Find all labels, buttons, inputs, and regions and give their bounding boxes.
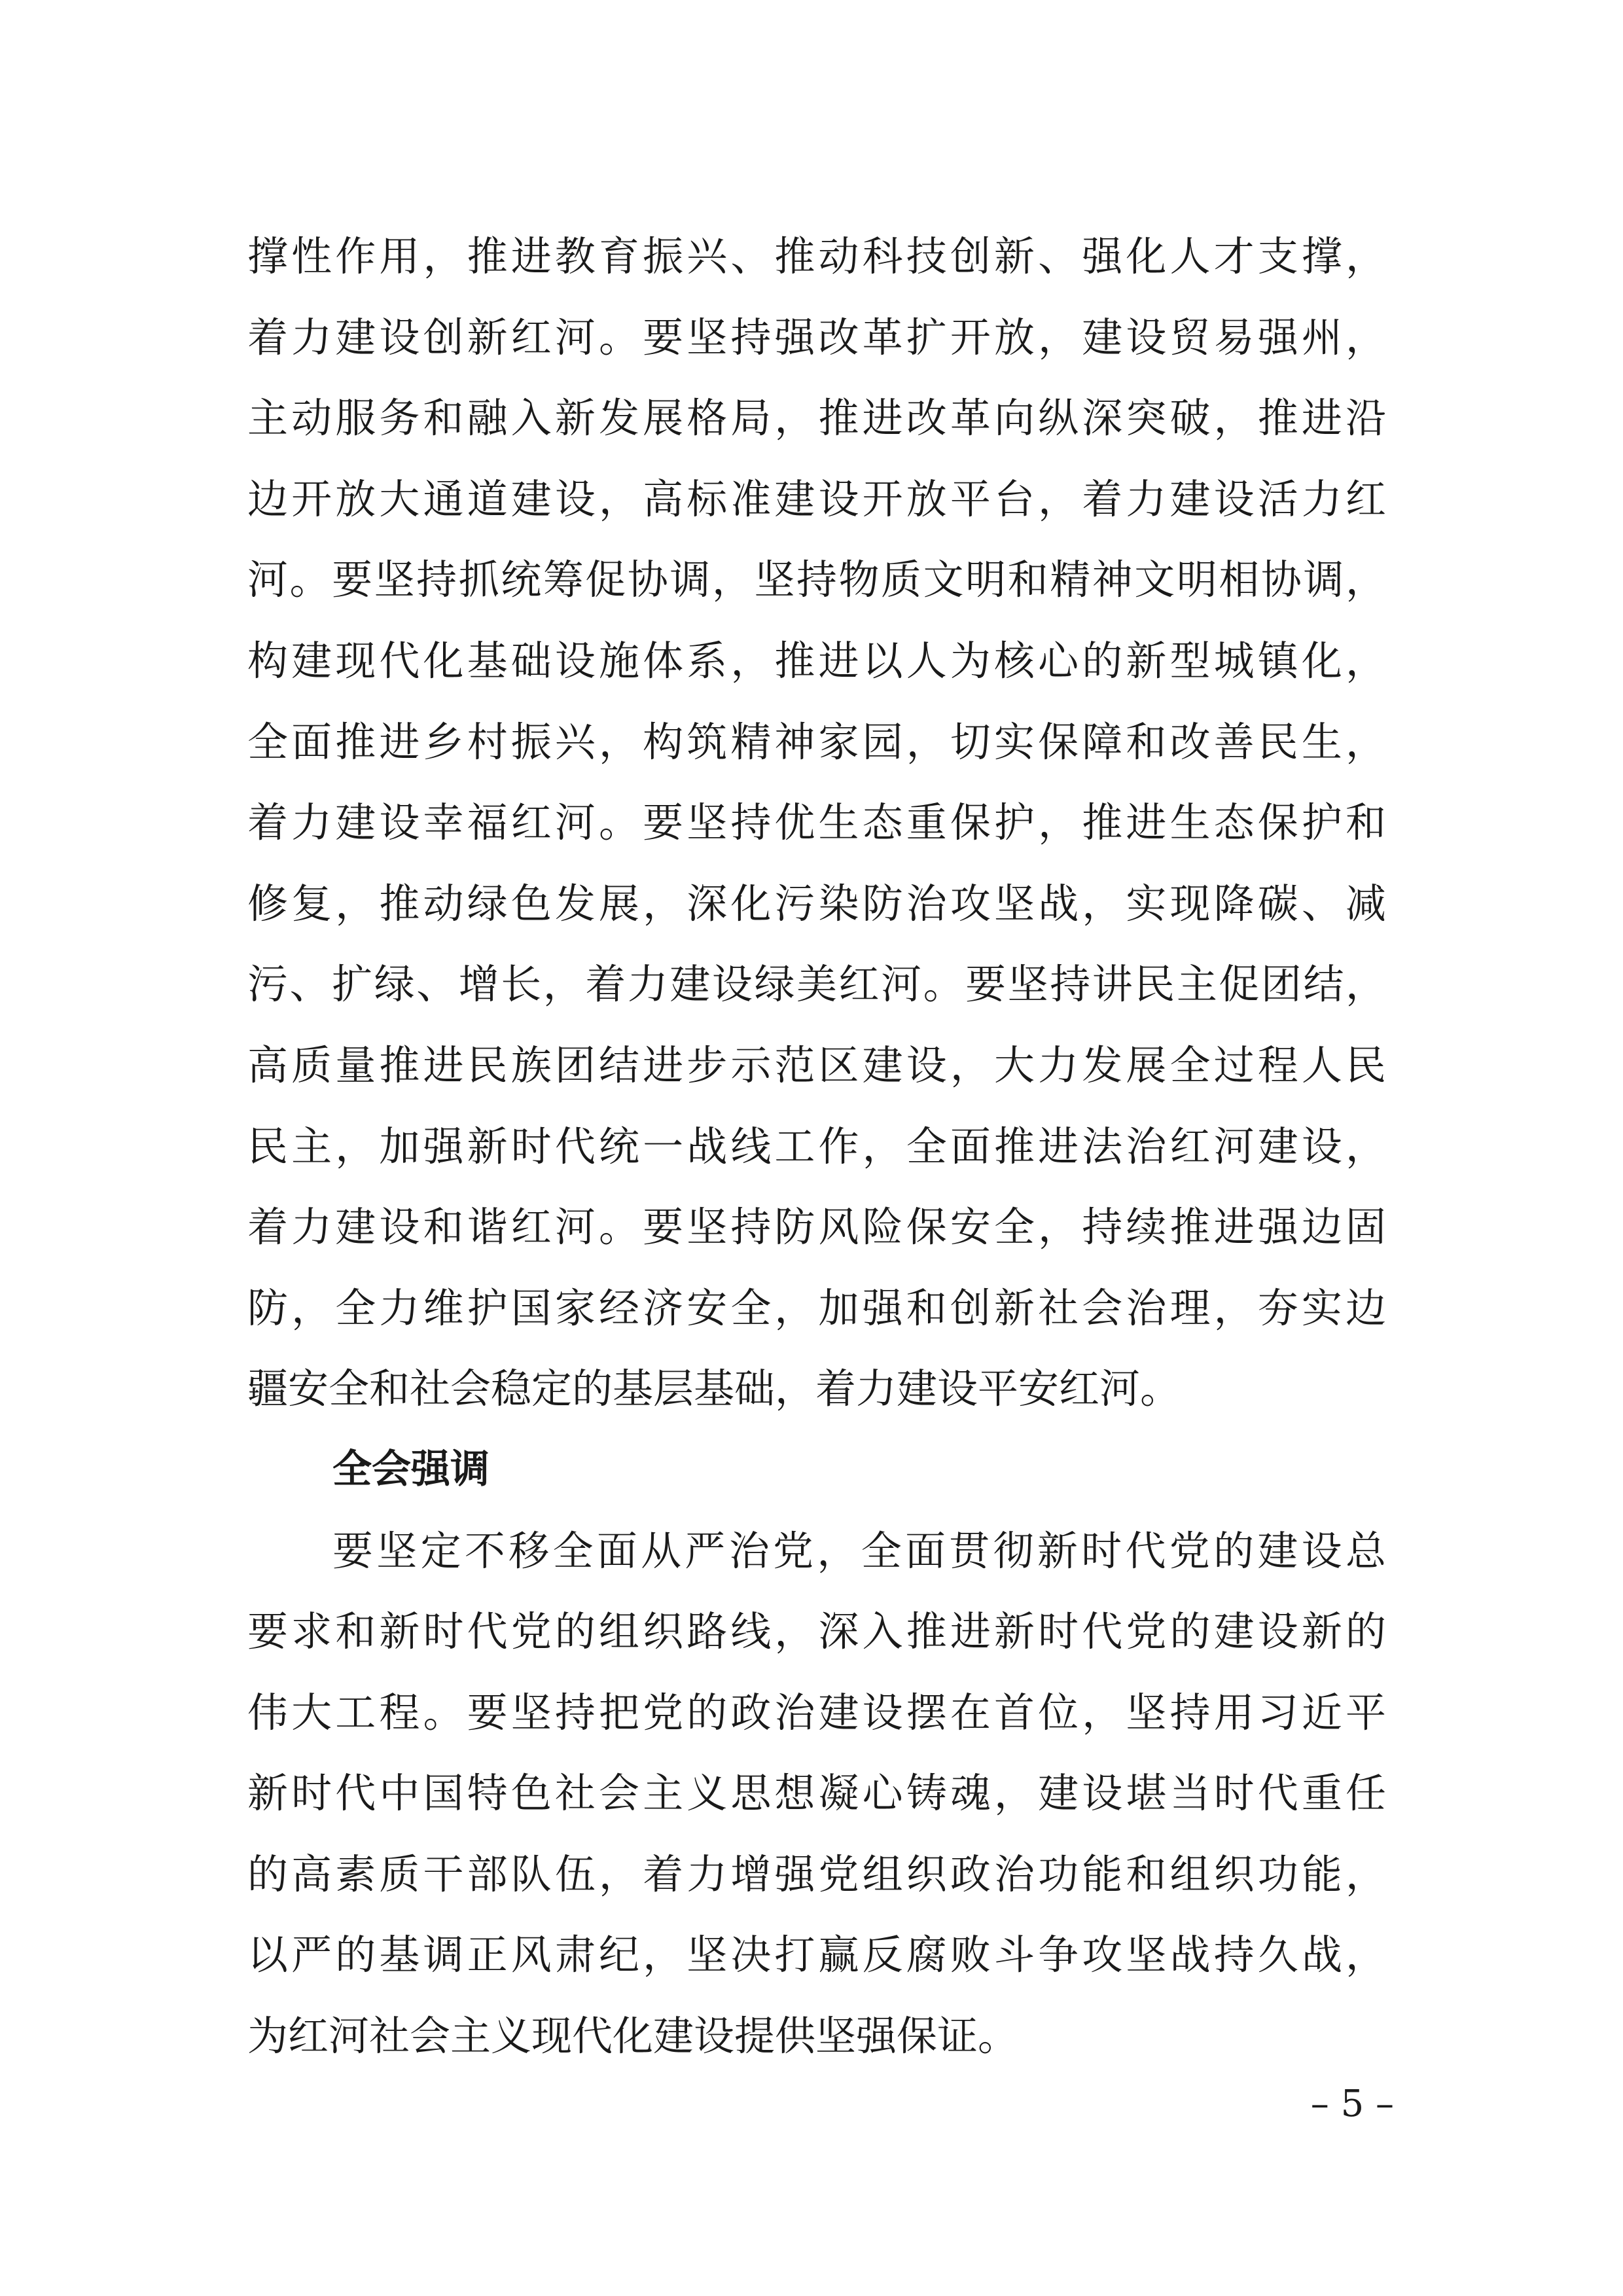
text-line: 疆安全和社会稳定的基层基础，着力建设平安红河。 xyxy=(247,1365,1181,1413)
text-line: 边开放大通道建设，高标准建设开放平台，着力建设活力红 xyxy=(247,475,1386,523)
text-line: 全面推进乡村振兴，构筑精神家园，切实保障和改善民生， xyxy=(247,717,1386,766)
text-line: 高质量推进民族团结进步示范区建设，大力发展全过程人民 xyxy=(247,1041,1386,1089)
section-heading: 全会强调 xyxy=(332,1446,490,1492)
paragraph-1 xyxy=(247,216,1386,1429)
page-number: – 5 – xyxy=(1310,2083,1394,2125)
text-line: 民主，加强新时代统一战线工作，全面推进法治红河建设， xyxy=(247,1122,1386,1170)
text-line: 以严的基调正风肃纪，坚决打赢反腐败斗争攻坚战持久战， xyxy=(247,1931,1386,1979)
text-line: 主动服务和融入新发展格局，推进改革向纵深突破，推进沿 xyxy=(247,394,1386,442)
text-line: 修复，推动绿色发展，深化污染防治攻坚战，实现降碳、减 xyxy=(247,879,1386,927)
text-line: 撑性作用，推进教育振兴、推动科技创新、强化人才支撑， xyxy=(247,232,1386,280)
text-line: 为红河社会主义现代化建设提供坚强保证。 xyxy=(247,2012,1019,2060)
text-line: 要坚定不移全面从严治党，全面贯彻新时代党的建设总 xyxy=(332,1526,1386,1575)
body-text xyxy=(247,216,1386,2077)
text-line: 着力建设和谐红河。要坚持防风险保安全，持续推进强边固 xyxy=(247,1203,1386,1251)
text-line: 河。要坚持抓统筹促协调，坚持物质文明和精神文明相协调， xyxy=(247,556,1386,604)
text-line: 着力建设创新红河。要坚持强改革扩开放，建设贸易强州， xyxy=(247,313,1386,361)
text-line: 构建现代化基础设施体系，推进以人为核心的新型城镇化， xyxy=(247,636,1386,685)
text-line: 着力建设幸福红河。要坚持优生态重保护，推进生态保护和 xyxy=(247,798,1386,847)
text-line: 伟大工程。要坚持把党的政治建设摆在首位，坚持用习近平 xyxy=(247,1688,1386,1736)
text-line: 的高素质干部队伍，着力增强党组织政治功能和组织功能， xyxy=(247,1850,1386,1898)
paragraph-2 xyxy=(247,1511,1386,2077)
text-line: 要求和新时代党的组织路线，深入推进新时代党的建设新的 xyxy=(247,1607,1386,1656)
text-line: 新时代中国特色社会主义思想凝心铸魂，建设堪当时代重任 xyxy=(247,1769,1386,1818)
text-line: 防，全力维护国家经济安全，加强和创新社会治理，夯实边 xyxy=(247,1283,1386,1332)
text-line: 污、扩绿、增长，着力建设绿美红河。要坚持讲民主促团结， xyxy=(247,960,1386,1009)
